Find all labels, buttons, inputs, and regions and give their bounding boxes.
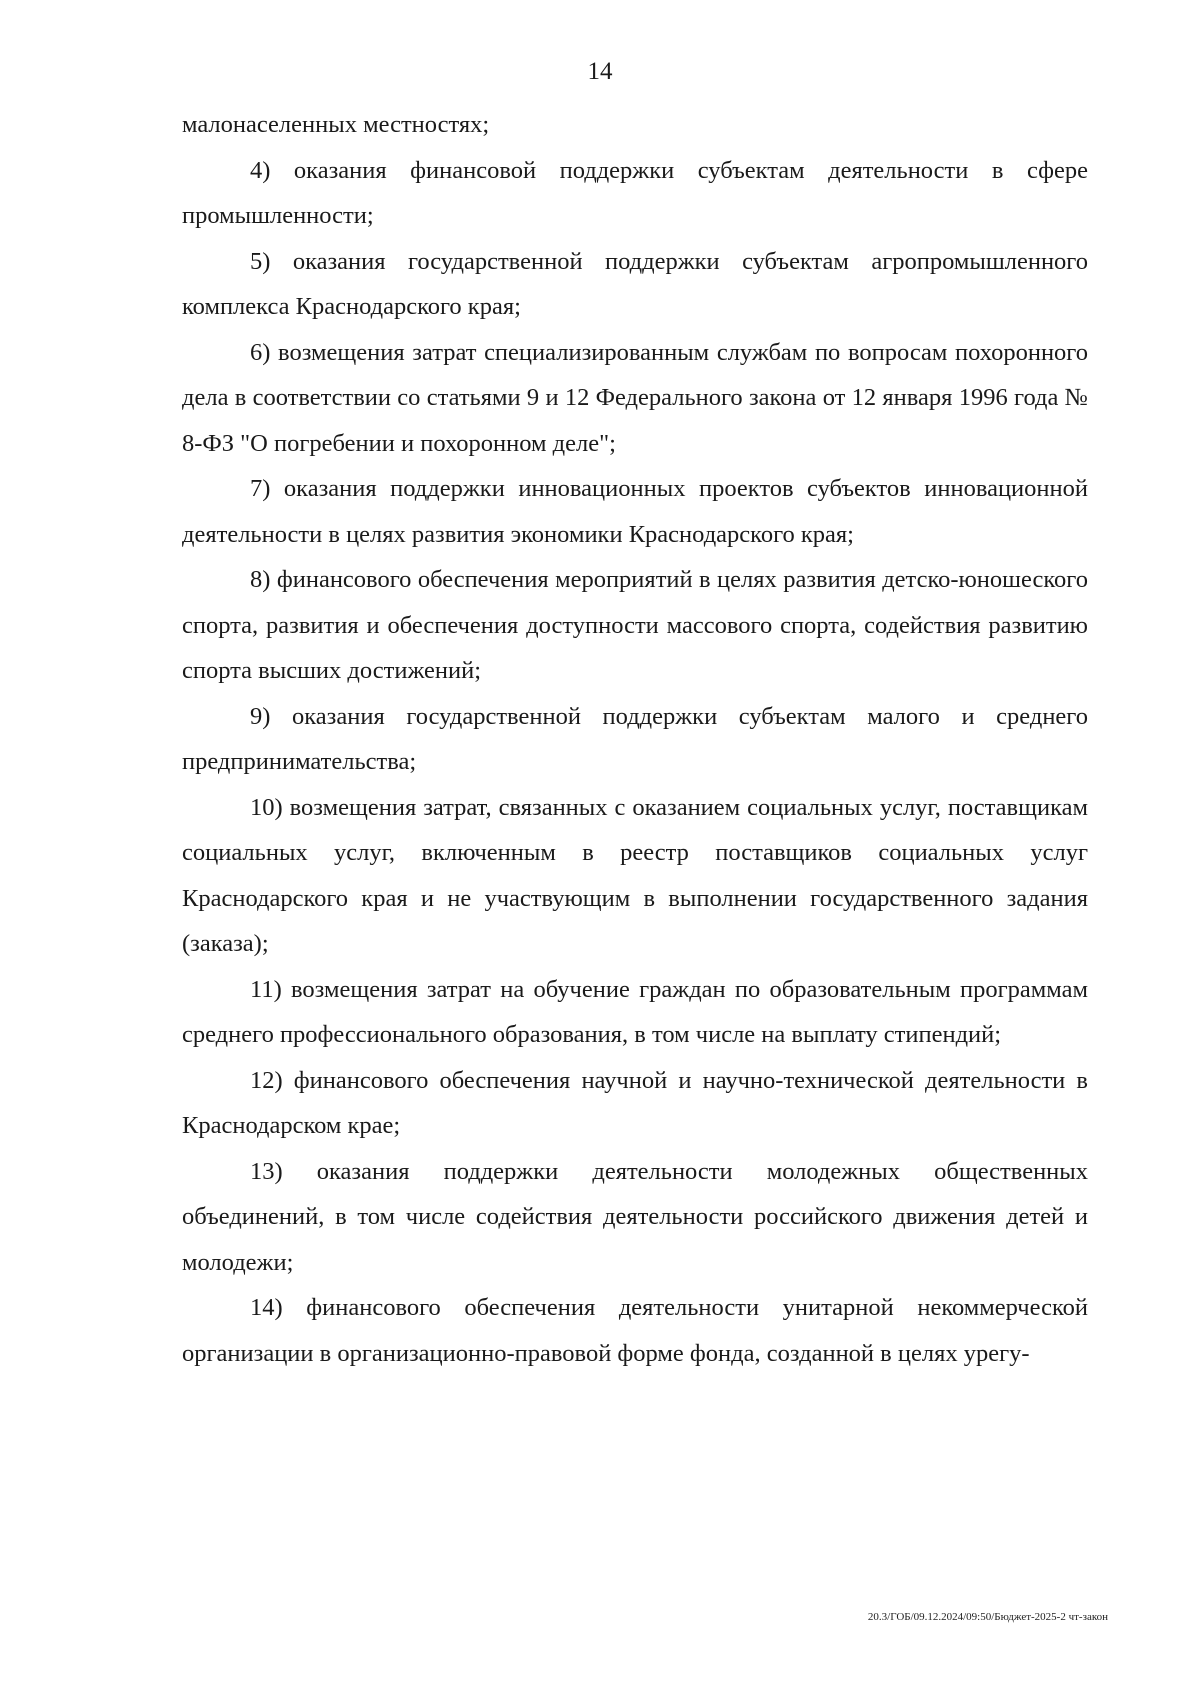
document-body xyxy=(182,102,1088,1376)
list-item-14: 14) финансового обеспечения деятельности унитарной некоммерческой организации в организационно-правовой форме фонда, созданной в целях урегу- xyxy=(182,1294,1088,1367)
list-item-10: 10) возмещения затрат, связанных с оказанием социальных услуг, поставщикам социальных услуг, включенным в реестр поставщиков социальных услуг Краснодарского края и не участвующим в выполнении государственного задания (заказа); xyxy=(182,793,1088,957)
page-number: 14 xyxy=(587,58,613,85)
document-footer-code: 20.3/ГОБ/09.12.2024/09:50/Бюджет-2025-2 чт-закон xyxy=(867,1611,1108,1623)
list-item-7: 7) оказания поддержки инновационных проектов субъектов инновационной деятельности в целях развития экономики Краснодарского края; xyxy=(182,475,1088,548)
continuation-text: малонаселенных местностях; xyxy=(182,111,490,138)
list-item-9: 9) оказания государственной поддержки субъектам малого и среднего предпринимательства; xyxy=(182,702,1088,775)
list-item-12: 12) финансового обеспечения научной и научно-технической деятельности в Краснодарском крае; xyxy=(182,1066,1088,1139)
list-item-8: 8) финансового обеспечения мероприятий в целях развития детско-юношеского спорта, развития и обеспечения доступности массового спорта, содействия развитию спорта высших достижений; xyxy=(182,566,1088,684)
list-item-13: 13) оказания поддержки деятельности молодежных общественных объединений, в том числе содействия деятельности российского движения детей и молодежи; xyxy=(182,1157,1088,1276)
list-item-6: 6) возмещения затрат специализированным службам по вопросам похоронного дела в соответствии со статьями 9 и 12 Федерального закона от 12 января 1996 года № 8-ФЗ "О погребении и похоронном деле"; xyxy=(182,338,1088,457)
list-item-5: 5) оказания государственной поддержки субъектам агропромышленного комплекса Краснодарского края; xyxy=(182,247,1088,320)
list-item-11: 11) возмещения затрат на обучение граждан по образовательным программам среднего профессионального образования, в том числе на выплату стипендий; xyxy=(182,975,1088,1048)
list-item-4: 4) оказания финансовой поддержки субъектам деятельности в сфере промышленности; xyxy=(182,156,1088,229)
